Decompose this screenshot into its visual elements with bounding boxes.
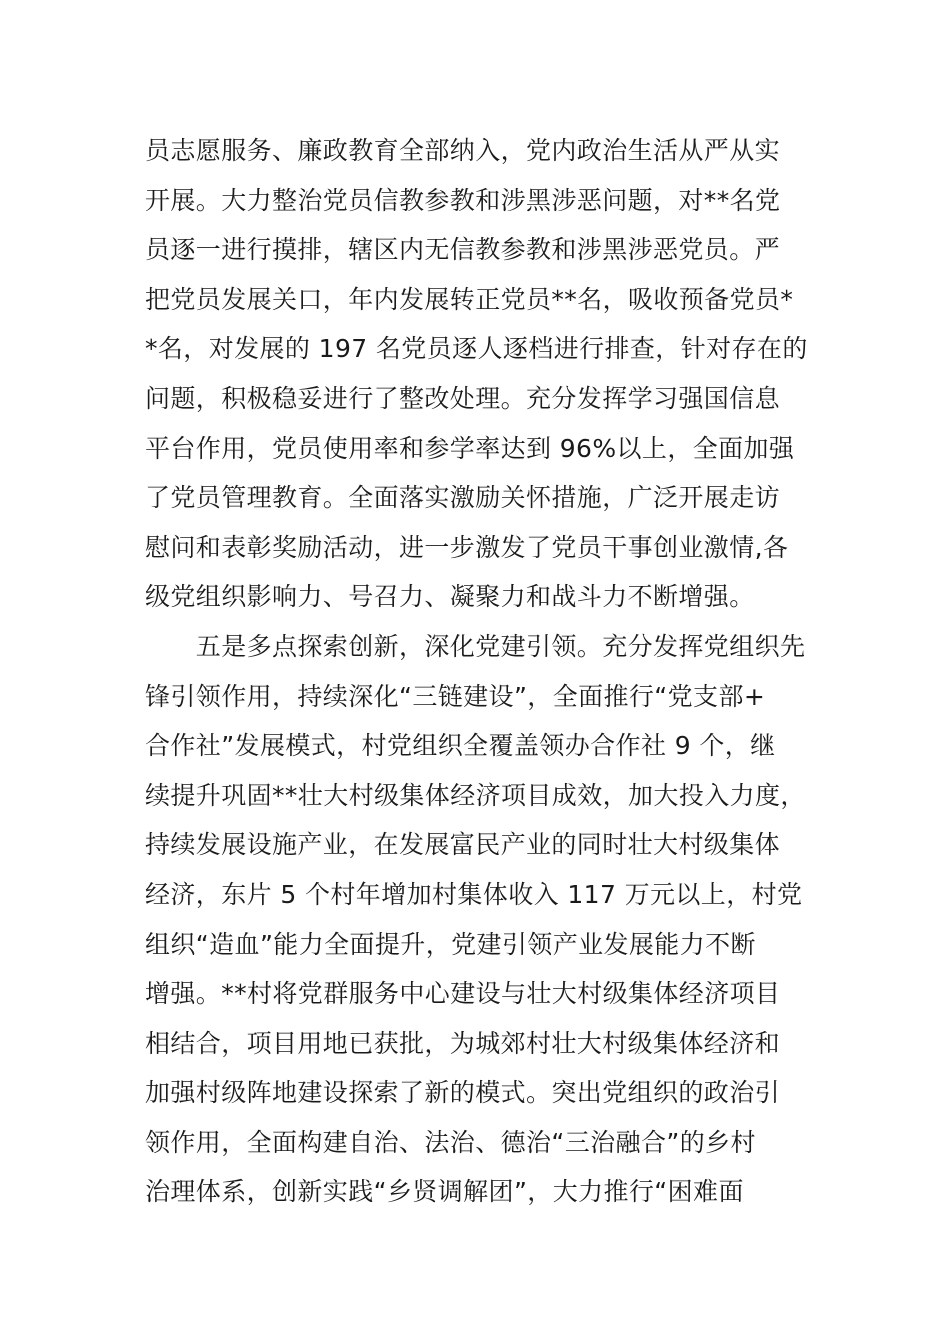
text-line: 增强。**村将党群服务中心建设与壮大村级集体经济项目 xyxy=(145,979,781,1009)
text-line: 级党组织影响力、号召力、凝聚力和战斗力不断增强。 xyxy=(145,582,755,612)
text-line: 员志愿服务、廉政教育全部纳入，党内政治生活从严从实 xyxy=(145,136,781,165)
text-line: *名，对发展的 197 名党员逐人逐档进行排查，针对存在的 xyxy=(145,334,808,364)
text-line: 治理体系，创新实践“乡贤调解团”，大力推行“困难面 xyxy=(145,1177,744,1207)
text-line: 开展。大力整治党员信教参教和涉黑涉恶问题，对**名党 xyxy=(145,185,781,215)
text-line: 相结合，项目用地已获批，为城郊村壮大村级集体经济和 xyxy=(145,1028,781,1058)
text-line: 问题，积极稳妥进行了整改处理。充分发挥学习强国信息 xyxy=(145,383,781,413)
text-line: 组织“造血”能力全面提升，党建引领产业发展能力不断 xyxy=(145,929,756,959)
text-line: 平台作用，党员使用率和参学率达到 96%以上，全面加强 xyxy=(145,433,795,463)
text-line: 员逐一进行摸排，辖区内无信教参教和涉黑涉恶党员。严 xyxy=(145,235,781,265)
text-line: 了党员管理教育。全面落实激励关怀措施，广泛开展走访 xyxy=(145,483,781,513)
text-line: 续提升巩固**壮大村级集体经济项目成效，加大投入力度， xyxy=(145,780,806,810)
text-line: 持续发展设施产业，在发展富民产业的同时壮大村级集体 xyxy=(145,830,781,860)
text-line: 合作社”发展模式，村党组织全覆盖领办合作社 9 个，继 xyxy=(145,731,776,761)
paragraph-start-line: 五是多点探索创新，深化党建引领。充分发挥党组织先 xyxy=(145,631,806,661)
text-line: 经济，东片 5 个村年增加村集体收入 117 万元以上，村党 xyxy=(145,879,803,909)
text-line: 加强村级阵地建设探索了新的模式。突出党组织的政治引 xyxy=(145,1078,781,1108)
text-line: 领作用，全面构建自治、法治、德治“三治融合”的乡村 xyxy=(145,1127,756,1157)
text-line: 慰问和表彰奖励活动，进一步激发了党员干事创业激情,各 xyxy=(145,532,789,562)
body-text xyxy=(145,126,825,1217)
text-line: 锋引领作用，持续深化“三链建设”，全面推行“党支部+ xyxy=(145,681,766,711)
text-line: 把党员发展关口，年内发展转正党员**名，吸收预备党员* xyxy=(145,284,794,314)
